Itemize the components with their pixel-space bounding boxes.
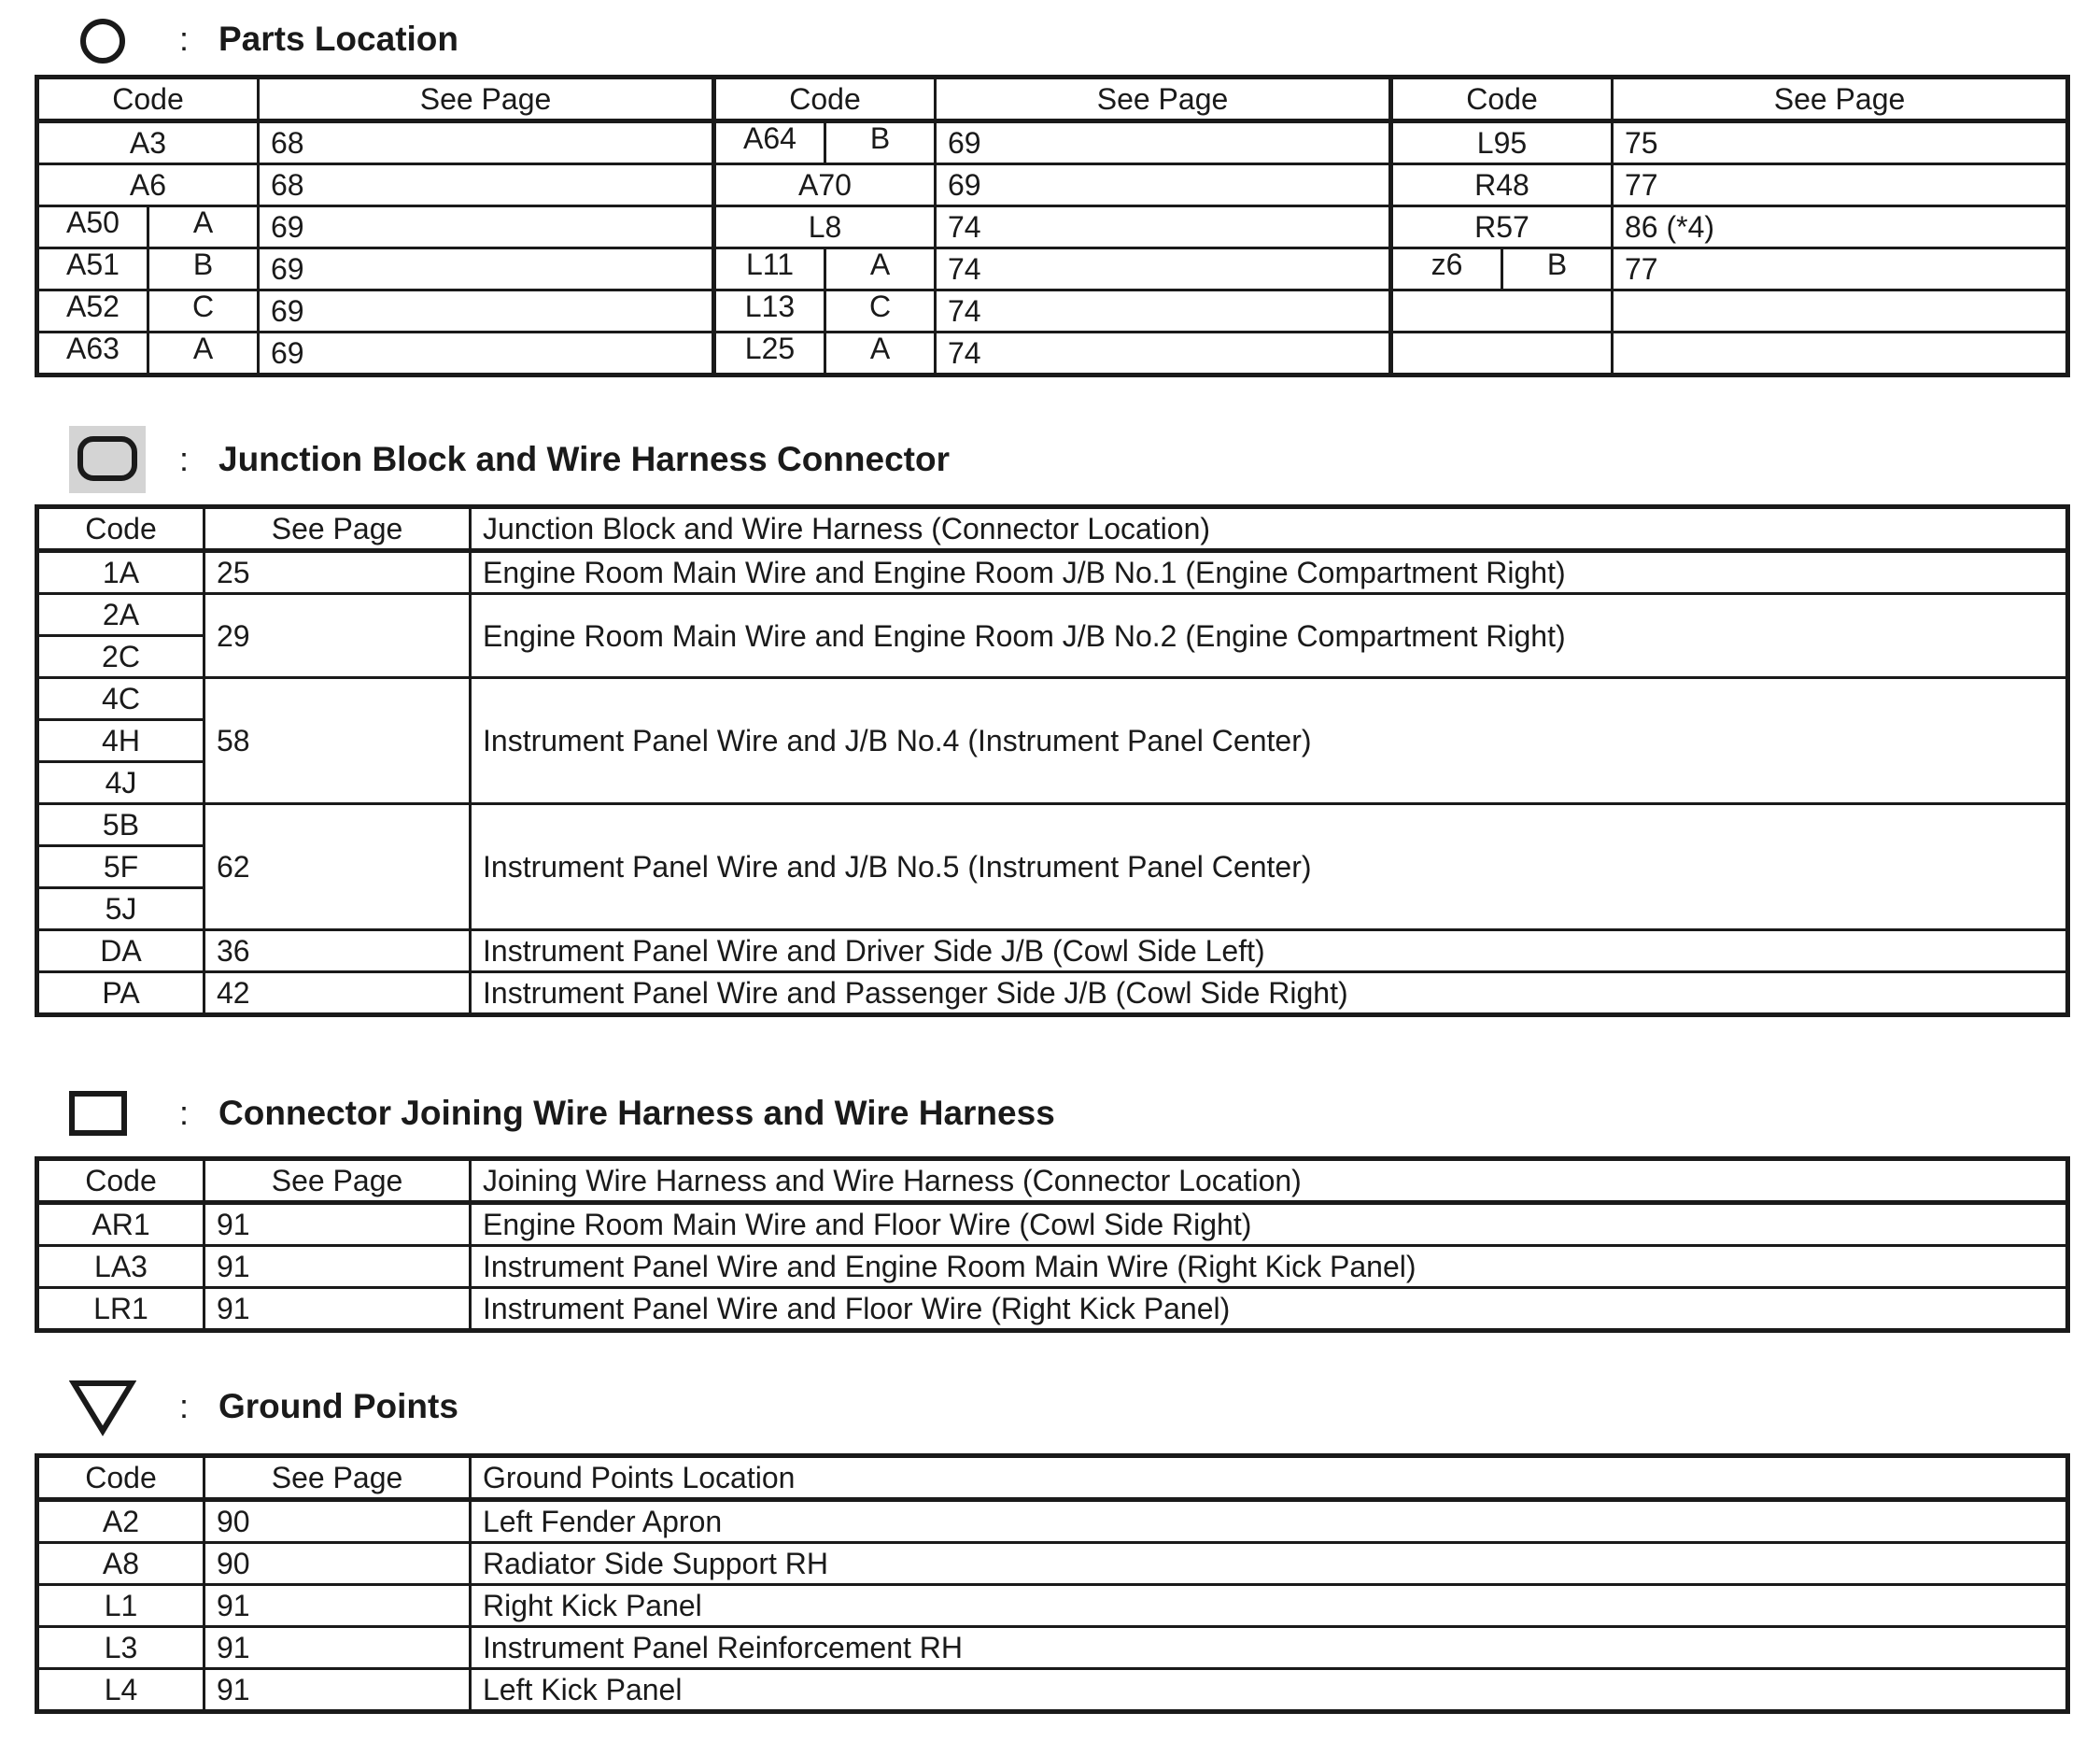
code-cell	[37, 248, 259, 290]
see-page-cell: 77	[1613, 164, 2068, 206]
code-value: A51	[66, 248, 120, 281]
code-value: z6	[1431, 248, 1463, 281]
header-see-page: See Page	[259, 78, 714, 121]
code-cell	[714, 290, 936, 333]
description-cell: Engine Room Main Wire and Floor Wire (Cowl Side Right)	[471, 1203, 2068, 1246]
rectangle-icon	[69, 1091, 127, 1138]
code-cell: R57	[1391, 206, 1613, 248]
heading-colon: :	[179, 20, 190, 58]
see-page-cell: 91	[204, 1585, 471, 1627]
header-description: Joining Wire Harness and Wire Harness (Connector Location)	[471, 1159, 2068, 1203]
see-page-cell: 69	[259, 290, 714, 333]
see-page-cell: 25	[204, 551, 471, 594]
code-cell: LA3	[37, 1246, 204, 1288]
see-page-cell: 91	[204, 1203, 471, 1246]
code-cell: L3	[37, 1627, 204, 1669]
code-suffix: A	[824, 333, 934, 373]
see-page-cell: 91	[204, 1288, 471, 1331]
section-title: Connector Joining Wire Harness and Wire Harness	[218, 1094, 1055, 1132]
table-row	[37, 1543, 2068, 1585]
see-page-cell: 74	[936, 206, 1391, 248]
table-row	[37, 1627, 2068, 1669]
heading-colon: :	[179, 1094, 190, 1132]
code-cell	[1391, 248, 1613, 290]
table-row	[37, 1288, 2068, 1331]
see-page-cell: 68	[259, 121, 714, 164]
table-row	[37, 1669, 2068, 1712]
table-row	[37, 804, 2068, 846]
code-cell: 2C	[37, 636, 204, 678]
header-see-page: See Page	[204, 1159, 471, 1203]
table-row	[37, 551, 2068, 594]
code-suffix: C	[824, 291, 934, 331]
table-header-row	[37, 1159, 2068, 1203]
see-page-cell: 90	[204, 1500, 471, 1543]
code-cell: 2A	[37, 594, 204, 636]
see-page-cell: 90	[204, 1543, 471, 1585]
see-page-cell: 42	[204, 972, 471, 1015]
code-suffix: A	[147, 333, 257, 373]
table-header-row	[37, 78, 2068, 121]
code-suffix: B	[1501, 249, 1611, 289]
description-cell: Instrument Panel Wire and J/B No.5 (Instrument Panel Center)	[471, 804, 2068, 930]
table-row	[37, 333, 2068, 375]
code-cell: 1A	[37, 551, 204, 594]
see-page-cell: 58	[204, 678, 471, 804]
see-page-cell: 68	[259, 164, 714, 206]
header-see-page: See Page	[1613, 78, 2068, 121]
header-see-page: See Page	[204, 507, 471, 551]
header-code: Code	[37, 1159, 204, 1203]
code-cell: A2	[37, 1500, 204, 1543]
see-page-cell: 29	[204, 594, 471, 678]
description-cell: Left Fender Apron	[471, 1500, 2068, 1543]
section-title: Parts Location	[218, 20, 458, 58]
connector-joining-heading	[0, 1087, 2100, 1153]
header-code: Code	[37, 507, 204, 551]
table-row	[37, 206, 2068, 248]
heading-colon: :	[179, 1387, 190, 1425]
see-page-cell: 74	[936, 290, 1391, 333]
see-page-cell: 62	[204, 804, 471, 930]
junction-block-heading	[0, 426, 2100, 491]
code-value: A52	[66, 290, 120, 323]
ground-points-heading	[0, 1379, 2100, 1444]
code-cell: L8	[714, 206, 936, 248]
table-header-row	[37, 1456, 2068, 1500]
see-page-cell: 69	[259, 333, 714, 375]
code-cell: A3	[37, 121, 259, 164]
code-cell: 5F	[37, 846, 204, 888]
code-cell: A8	[37, 1543, 204, 1585]
circle-icon	[78, 17, 127, 65]
description-cell: Left Kick Panel	[471, 1669, 2068, 1712]
code-cell: R48	[1391, 164, 1613, 206]
description-cell: Instrument Panel Wire and Floor Wire (Right Kick Panel)	[471, 1288, 2068, 1331]
table-row	[37, 1500, 2068, 1543]
see-page-cell: 69	[259, 248, 714, 290]
description-cell: Radiator Side Support RH	[471, 1543, 2068, 1585]
description-cell: Instrument Panel Wire and Engine Room Main Wire (Right Kick Panel)	[471, 1246, 2068, 1288]
see-page-cell: 91	[204, 1627, 471, 1669]
table-row	[37, 972, 2068, 1015]
code-suffix: A	[147, 207, 257, 247]
code-value: A64	[743, 121, 796, 155]
header-code: Code	[714, 78, 936, 121]
description-cell: Instrument Panel Wire and J/B No.4 (Instrument Panel Center)	[471, 678, 2068, 804]
code-cell: DA	[37, 930, 204, 972]
code-cell: PA	[37, 972, 204, 1015]
code-value: A63	[66, 332, 120, 365]
see-page-cell: 69	[936, 164, 1391, 206]
table-row	[37, 930, 2068, 972]
header-code: Code	[1391, 78, 1613, 121]
code-cell	[714, 333, 936, 375]
see-page-cell: 69	[936, 121, 1391, 164]
code-suffix: A	[824, 249, 934, 289]
code-cell	[37, 206, 259, 248]
code-cell	[37, 333, 259, 375]
table-row	[37, 1246, 2068, 1288]
table-row	[37, 594, 2068, 636]
code-value: A50	[66, 205, 120, 239]
description-cell: Right Kick Panel	[471, 1585, 2068, 1627]
parts-location-table	[35, 75, 2070, 377]
see-page-cell: 69	[259, 206, 714, 248]
see-page-cell: 74	[936, 248, 1391, 290]
table-row	[37, 121, 2068, 164]
see-page-cell: 86 (*4)	[1613, 206, 2068, 248]
table-row	[37, 678, 2068, 720]
code-cell	[1391, 333, 1613, 375]
code-cell: 4J	[37, 762, 204, 804]
connector-joining-table	[35, 1156, 2070, 1333]
see-page-cell	[1613, 333, 2068, 375]
see-page-cell: 36	[204, 930, 471, 972]
table-row	[37, 1585, 2068, 1627]
header-description: Ground Points Location	[471, 1456, 2068, 1500]
code-suffix: C	[147, 291, 257, 331]
description-cell: Engine Room Main Wire and Engine Room J/B No.2 (Engine Compartment Right)	[471, 594, 2068, 678]
code-value: L13	[744, 290, 796, 323]
table-header-row	[37, 507, 2068, 551]
see-page-cell: 74	[936, 333, 1391, 375]
see-page-cell: 75	[1613, 121, 2068, 164]
code-cell: L95	[1391, 121, 1613, 164]
header-code: Code	[37, 1456, 204, 1500]
code-cell: 4C	[37, 678, 204, 720]
code-cell: L4	[37, 1669, 204, 1712]
see-page-cell	[1613, 290, 2068, 333]
code-cell: A6	[37, 164, 259, 206]
code-cell: AR1	[37, 1203, 204, 1246]
description-cell: Instrument Panel Wire and Passenger Side J/B (Cowl Side Right)	[471, 972, 2068, 1015]
section-title: Ground Points	[218, 1387, 458, 1425]
header-code: Code	[37, 78, 259, 121]
code-cell	[714, 121, 936, 164]
description-cell: Engine Room Main Wire and Engine Room J/B No.1 (Engine Compartment Right)	[471, 551, 2068, 594]
code-cell	[37, 290, 259, 333]
code-cell: L1	[37, 1585, 204, 1627]
description-cell: Instrument Panel Wire and Driver Side J/B (Cowl Side Left)	[471, 930, 2068, 972]
header-description: Junction Block and Wire Harness (Connector Location)	[471, 507, 2068, 551]
see-page-cell: 77	[1613, 248, 2068, 290]
code-cell: LR1	[37, 1288, 204, 1331]
table-row	[37, 1203, 2068, 1246]
description-cell: Instrument Panel Reinforcement RH	[471, 1627, 2068, 1669]
parts-location-heading	[0, 13, 2100, 78]
code-value: L11	[745, 248, 794, 281]
heading-colon: :	[179, 440, 190, 478]
header-see-page: See Page	[936, 78, 1391, 121]
code-cell	[1391, 290, 1613, 333]
header-see-page: See Page	[204, 1456, 471, 1500]
code-cell: 4H	[37, 720, 204, 762]
table-row	[37, 290, 2068, 333]
code-suffix: B	[147, 249, 257, 289]
code-cell: A70	[714, 164, 936, 206]
code-cell: 5J	[37, 888, 204, 930]
rounded-rect-icon	[69, 426, 146, 493]
junction-block-table	[35, 504, 2070, 1017]
table-row	[37, 248, 2068, 290]
code-cell	[714, 248, 936, 290]
code-suffix: B	[824, 123, 934, 163]
see-page-cell: 91	[204, 1246, 471, 1288]
triangle-down-icon	[69, 1379, 136, 1437]
code-value: L25	[744, 332, 796, 365]
section-title: Junction Block and Wire Harness Connector	[218, 440, 950, 478]
table-row	[37, 164, 2068, 206]
ground-points-table	[35, 1453, 2070, 1714]
code-cell: 5B	[37, 804, 204, 846]
see-page-cell: 91	[204, 1669, 471, 1712]
